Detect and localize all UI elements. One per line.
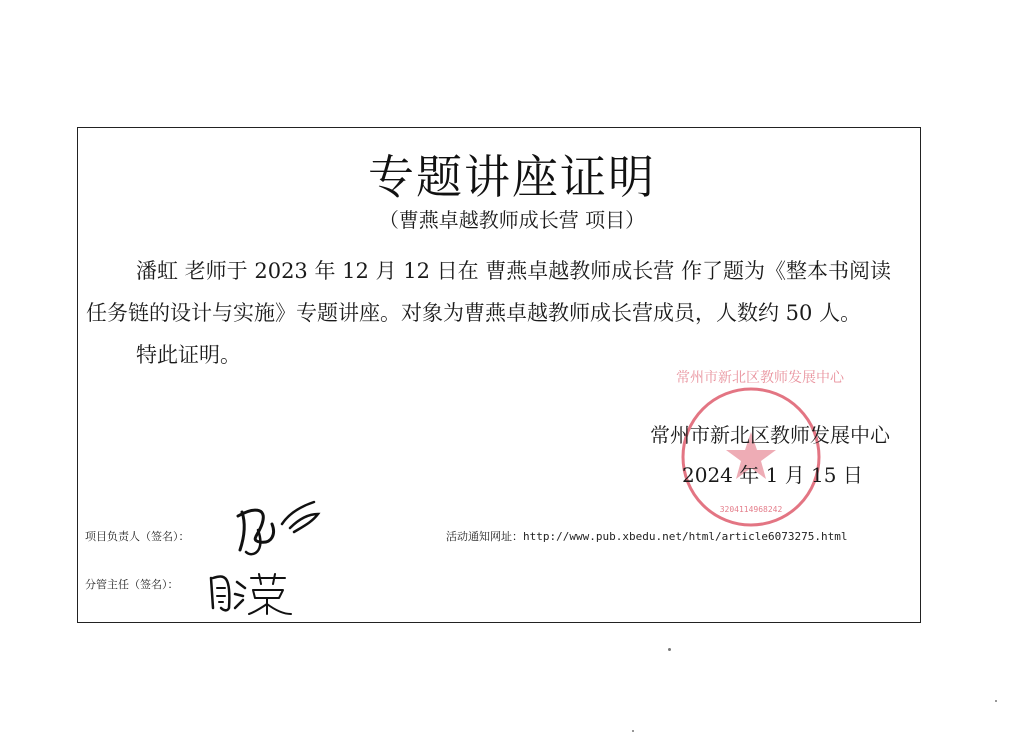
official-seal [676, 370, 844, 532]
supervisor-signature [205, 568, 295, 618]
project-leader-signature [232, 494, 328, 560]
activity-url: 活动通知网址：http://www.pub.xbedu.net/html/article6073275.html [446, 530, 848, 543]
issuer-name: 常州市新北区教师发展中心 [650, 423, 890, 447]
seal-code: 3204114968242 [719, 505, 783, 514]
scan-speck [995, 700, 997, 702]
issue-date: 2024 年 1 月 15 日 [682, 463, 863, 487]
project-leader-label: 项目负责人（签名）： [85, 530, 190, 543]
scan-speck [668, 648, 671, 651]
certificate-subtitle: （曹燕卓越教师成长营 项目） [378, 208, 646, 232]
seal-text: 常州市新北区教师发展中心 [676, 370, 844, 386]
supervisor-label: 分管主任（签名）： [85, 578, 179, 591]
body-line-3: 特此证明。 [136, 343, 241, 367]
body-line-2: 任务链的设计与实施》专题讲座。对象为曹燕卓越教师成长营成员，人数约 50 人。 [86, 301, 862, 325]
scan-speck [632, 730, 634, 732]
body-line-1: 潘虹 老师于 2023 年 12 月 12 日在 曹燕卓越教师成长营 作了题为《整本书阅读 [136, 259, 891, 283]
certificate-title: 专题讲座证明 [368, 150, 656, 204]
